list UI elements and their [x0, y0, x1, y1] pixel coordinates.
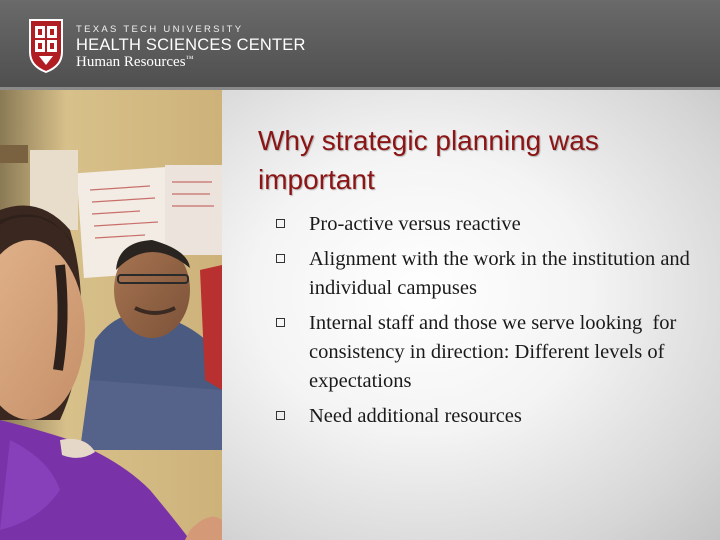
bullet-item — [276, 245, 696, 303]
slide-title: Why strategic planning was important — [258, 125, 599, 195]
bullet-text: Pro-active versus reactive — [309, 213, 521, 235]
bullet-text: Alignment with the work in the institution and individual campuses — [309, 248, 690, 299]
hollow-square-icon — [276, 318, 285, 327]
hollow-square-icon — [276, 254, 285, 263]
logo-center-text: HEALTH SCIENCES CENTER — [76, 36, 306, 54]
bullet-list — [276, 210, 696, 437]
bullet-text: Internal staff and those we serve looking for consistency in direction: Different levels of expectations — [309, 312, 682, 392]
header-band — [0, 0, 720, 90]
bullet-item — [276, 402, 696, 431]
logo-department-text — [76, 54, 193, 71]
ttuhsc-seal-icon — [27, 18, 65, 74]
bullet-text: Need additional resources — [309, 405, 522, 427]
logo-department-name: Human Resources — [76, 54, 186, 70]
bullet-item — [276, 210, 696, 239]
logo-university-text: TEXAS TECH UNIVERSITY — [76, 24, 244, 35]
meeting-photo-illustration — [0, 90, 222, 540]
hollow-square-icon — [276, 219, 285, 228]
hollow-square-icon — [276, 411, 285, 420]
bullet-item — [276, 309, 696, 396]
trademark-mark: ™ — [185, 54, 194, 63]
meeting-photo — [0, 90, 222, 540]
